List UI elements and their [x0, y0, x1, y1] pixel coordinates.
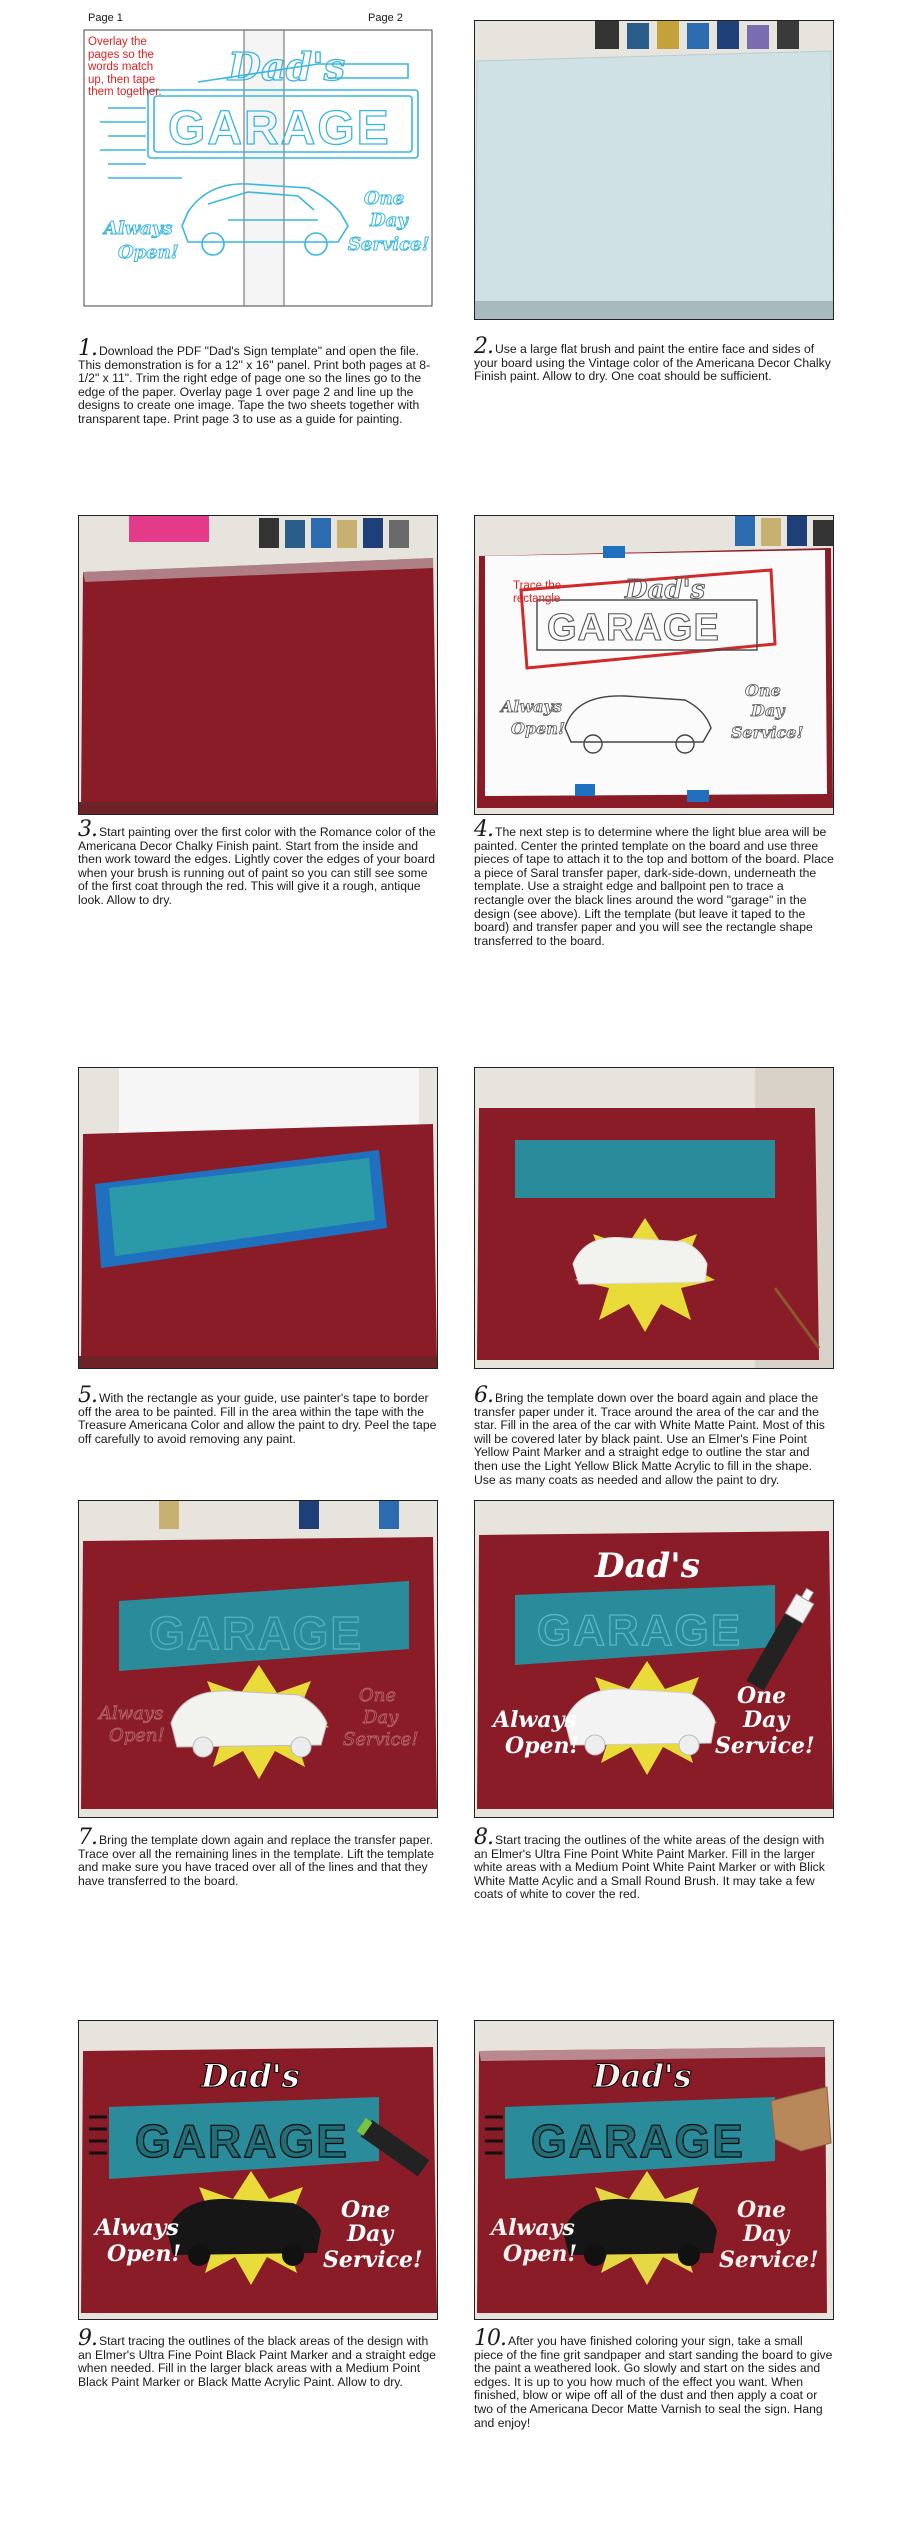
- step-8-photo: [474, 1500, 834, 1818]
- template-garage-text: GARAGE: [168, 102, 391, 155]
- step9-garage-text: GARAGE: [135, 2115, 349, 2167]
- step8-dads-text: Dad's: [595, 1546, 700, 1586]
- finished-sign-photo: [475, 2021, 834, 2320]
- step10-open-text: Open!: [503, 2241, 578, 2267]
- step-1-caption: [78, 336, 438, 427]
- step-7-photo: [78, 1500, 438, 1818]
- step8-open-text: Open!: [505, 1733, 580, 1759]
- step-8-caption: [474, 1825, 834, 1902]
- red-board-photo: [79, 516, 438, 815]
- step-8-number: 8.: [474, 1825, 493, 1850]
- step-2-caption: [474, 334, 834, 384]
- template-always-text: Always: [104, 218, 173, 239]
- step-3-photo: [78, 515, 438, 815]
- step-3-text: Start painting over the first color with the Romance color of the Americana Decor Chalky Finish paint. Start from the inside and then work toward the edges. Lightly cover the edges of your board when your brush is running out of paint so you can still see some of the first coat through the red. This will give it a rough, antique look. Allow to dry.: [78, 825, 436, 907]
- step8-day-text: Day: [743, 1707, 790, 1733]
- step7-one-text: One: [359, 1685, 397, 1706]
- step4-one-text: One: [745, 681, 781, 700]
- step9-dads-text: Dad's: [201, 2057, 300, 2095]
- overlay-note: Overlay the pages so the words match up, then tape them together.: [88, 36, 162, 98]
- step-5-photo: [78, 1067, 438, 1369]
- step9-day-text: Day: [347, 2221, 394, 2247]
- step10-garage-text: GARAGE: [531, 2115, 745, 2167]
- step7-day-text: Day: [363, 1707, 399, 1728]
- step-1-number: 1.: [78, 336, 97, 361]
- white-paint-photo: [475, 1501, 834, 1818]
- step7-service-text: Service!: [343, 1729, 419, 1750]
- step-2-photo: [474, 20, 834, 320]
- traced-lines-photo: [79, 1501, 438, 1818]
- step-5-caption: [78, 1383, 438, 1446]
- template-open-text: Open!: [118, 242, 179, 263]
- car-star-photo: [475, 1068, 834, 1369]
- teal-rectangle-photo: [79, 1068, 438, 1369]
- page1-label: Page 1: [88, 12, 123, 24]
- step8-one-text: One: [737, 1683, 787, 1709]
- page2-label: Page 2: [368, 12, 403, 24]
- step-9-caption: [78, 2326, 438, 2389]
- step-6-text: Bring the template down over the board again and place the transfer paper under it. Trace around the area of the car and the star. Fill in the area of the car with White Matte Paint. Most of this will be covered later by black paint. Use an Elmer's Fine Point Yellow Paint Marker and a straight edge to outline the star and then use the Light Yellow Blick Matte Acrylic to fill in the shape. Use as many coats as needed and allow the paint to dry.: [474, 1391, 825, 1487]
- step-2-number: 2.: [474, 334, 493, 359]
- step-9-number: 9.: [78, 2326, 97, 2351]
- step4-garage-text: GARAGE: [547, 607, 720, 649]
- step-5-text: With the rectangle as your guide, use painter's tape to border off the area to be painted. Fill in the area within the tape with the Treasure Americana Color and allow the paint to dry. Peel the tape off carefully to avoid removing any paint.: [78, 1391, 437, 1446]
- step-4-text: The next step is to determine where the light blue area will be painted. Center the printed template on the board and use three pieces of tape to attach it to the top and bottom of the board. Place a piece of Saral transfer paper, dark-side-down, underneath the template. Use a straight edge and ballpoint pen to trace a rectangle over the black lines around the word "garage" in the design (see above). Lift the template (but leave it taped to the board) and transfer paper and you will see the rectangle shape transferred to the board.: [474, 825, 834, 948]
- step4-day-text: Day: [751, 701, 785, 720]
- step-9-photo: [78, 2020, 438, 2320]
- step-7-number: 7.: [78, 1825, 97, 1850]
- step10-day-text: Day: [743, 2221, 790, 2247]
- template-on-board-photo: [475, 516, 834, 815]
- step4-service-text: Service!: [731, 723, 804, 742]
- step-10-text: After you have finished coloring your sign, take a small piece of the fine grit sandpaper and start sanding the board to give the paint a weathered look. Go slowly and start on the sides and edges. It is up to you how much of the effect you want. When finished, blow or wipe off all of the dust and then apply a coat or two of the Americana Decor Matte Varnish to seal the sign. Hang and enjoy!: [474, 2334, 833, 2430]
- step4-always-text: Always: [501, 697, 562, 716]
- template-dads-text: Dad's: [228, 44, 346, 89]
- step9-open-text: Open!: [107, 2241, 182, 2267]
- step-3-number: 3.: [78, 817, 97, 842]
- step10-one-text: One: [737, 2197, 787, 2223]
- step-4-caption: [474, 817, 834, 948]
- step-7-caption: [78, 1825, 438, 1888]
- template-day-text: Day: [370, 210, 408, 231]
- step-10-number: 10.: [474, 2326, 506, 2351]
- template-one-text: One: [364, 188, 405, 209]
- step4-open-text: Open!: [511, 719, 565, 738]
- step8-garage-text: GARAGE: [537, 1606, 743, 1655]
- step-10-photo: [474, 2020, 834, 2320]
- trace-rect-annotation: Trace the rectangle: [513, 580, 562, 605]
- step-4-number: 4.: [474, 817, 493, 842]
- step-6-number: 6.: [474, 1383, 493, 1408]
- step-4-photo: [474, 515, 834, 815]
- step9-service-text: Service!: [323, 2247, 423, 2273]
- template-service-text: Service!: [348, 234, 430, 255]
- step-5-number: 5.: [78, 1383, 97, 1408]
- step9-one-text: One: [341, 2197, 391, 2223]
- step-1-text: Download the PDF "Dad's Sign template" and open the file. This demonstration is for a 12" x 16" panel. Print both pages at 8-1/2" x 11". Trim the right edge of page one so the lines go to the edge of the paper. Overlay page 1 over page 2 and line up the designs to create one image. Tape the two sheets together with transparent tape. Print page 3 to use as a guide for painting.: [78, 344, 431, 426]
- step-7-text: Bring the template down again and replace the transfer paper. Trace over all the remaining lines in the template. Lift the template and make sure you have traced over all of the lines and that they have transferred to the board.: [78, 1833, 434, 1888]
- blue-board-photo: [475, 21, 834, 320]
- step7-garage-text: GARAGE: [149, 1607, 363, 1659]
- step10-service-text: Service!: [719, 2247, 819, 2273]
- step4-dads-text: Dad's: [625, 575, 706, 605]
- step7-always-text: Always: [99, 1703, 164, 1724]
- step-2-text: Use a large flat brush and paint the entire face and sides of your board using the Vintage color of the Americana Decor Chalky Finish paint. Allow to dry. One coat should be sufficient.: [474, 342, 831, 384]
- step-3-caption: [78, 817, 438, 908]
- step-9-text: Start tracing the outlines of the black areas of the design with an Elmer's Ultra Fine Point Black Paint Marker and a straight edge when needed. Fill in the larger black areas with a Medium Point Black Paint Marker or Black Matte Acrylic Paint. Allow to dry.: [78, 2334, 436, 2389]
- step-1-template-image: [78, 12, 438, 312]
- step10-dads-text: Dad's: [593, 2057, 692, 2095]
- step-6-photo: [474, 1067, 834, 1369]
- step-8-text: Start tracing the outlines of the white areas of the design with an Elmer's Ultra Fine Point White Paint Marker. Fill in the larger white areas with a Medium Point White Paint Marker or with Blick White Matte Acylic and a Small Round Brush. It may take a few coats of white to cover the red.: [474, 1833, 825, 1902]
- step-6-caption: [474, 1383, 834, 1487]
- step8-service-text: Service!: [715, 1733, 815, 1759]
- step7-open-text: Open!: [109, 1725, 165, 1746]
- step8-always-text: Always: [493, 1707, 577, 1733]
- step-10-caption: [474, 2326, 834, 2430]
- step10-always-text: Always: [491, 2215, 575, 2241]
- black-paint-photo: [79, 2021, 438, 2320]
- step9-always-text: Always: [95, 2215, 179, 2241]
